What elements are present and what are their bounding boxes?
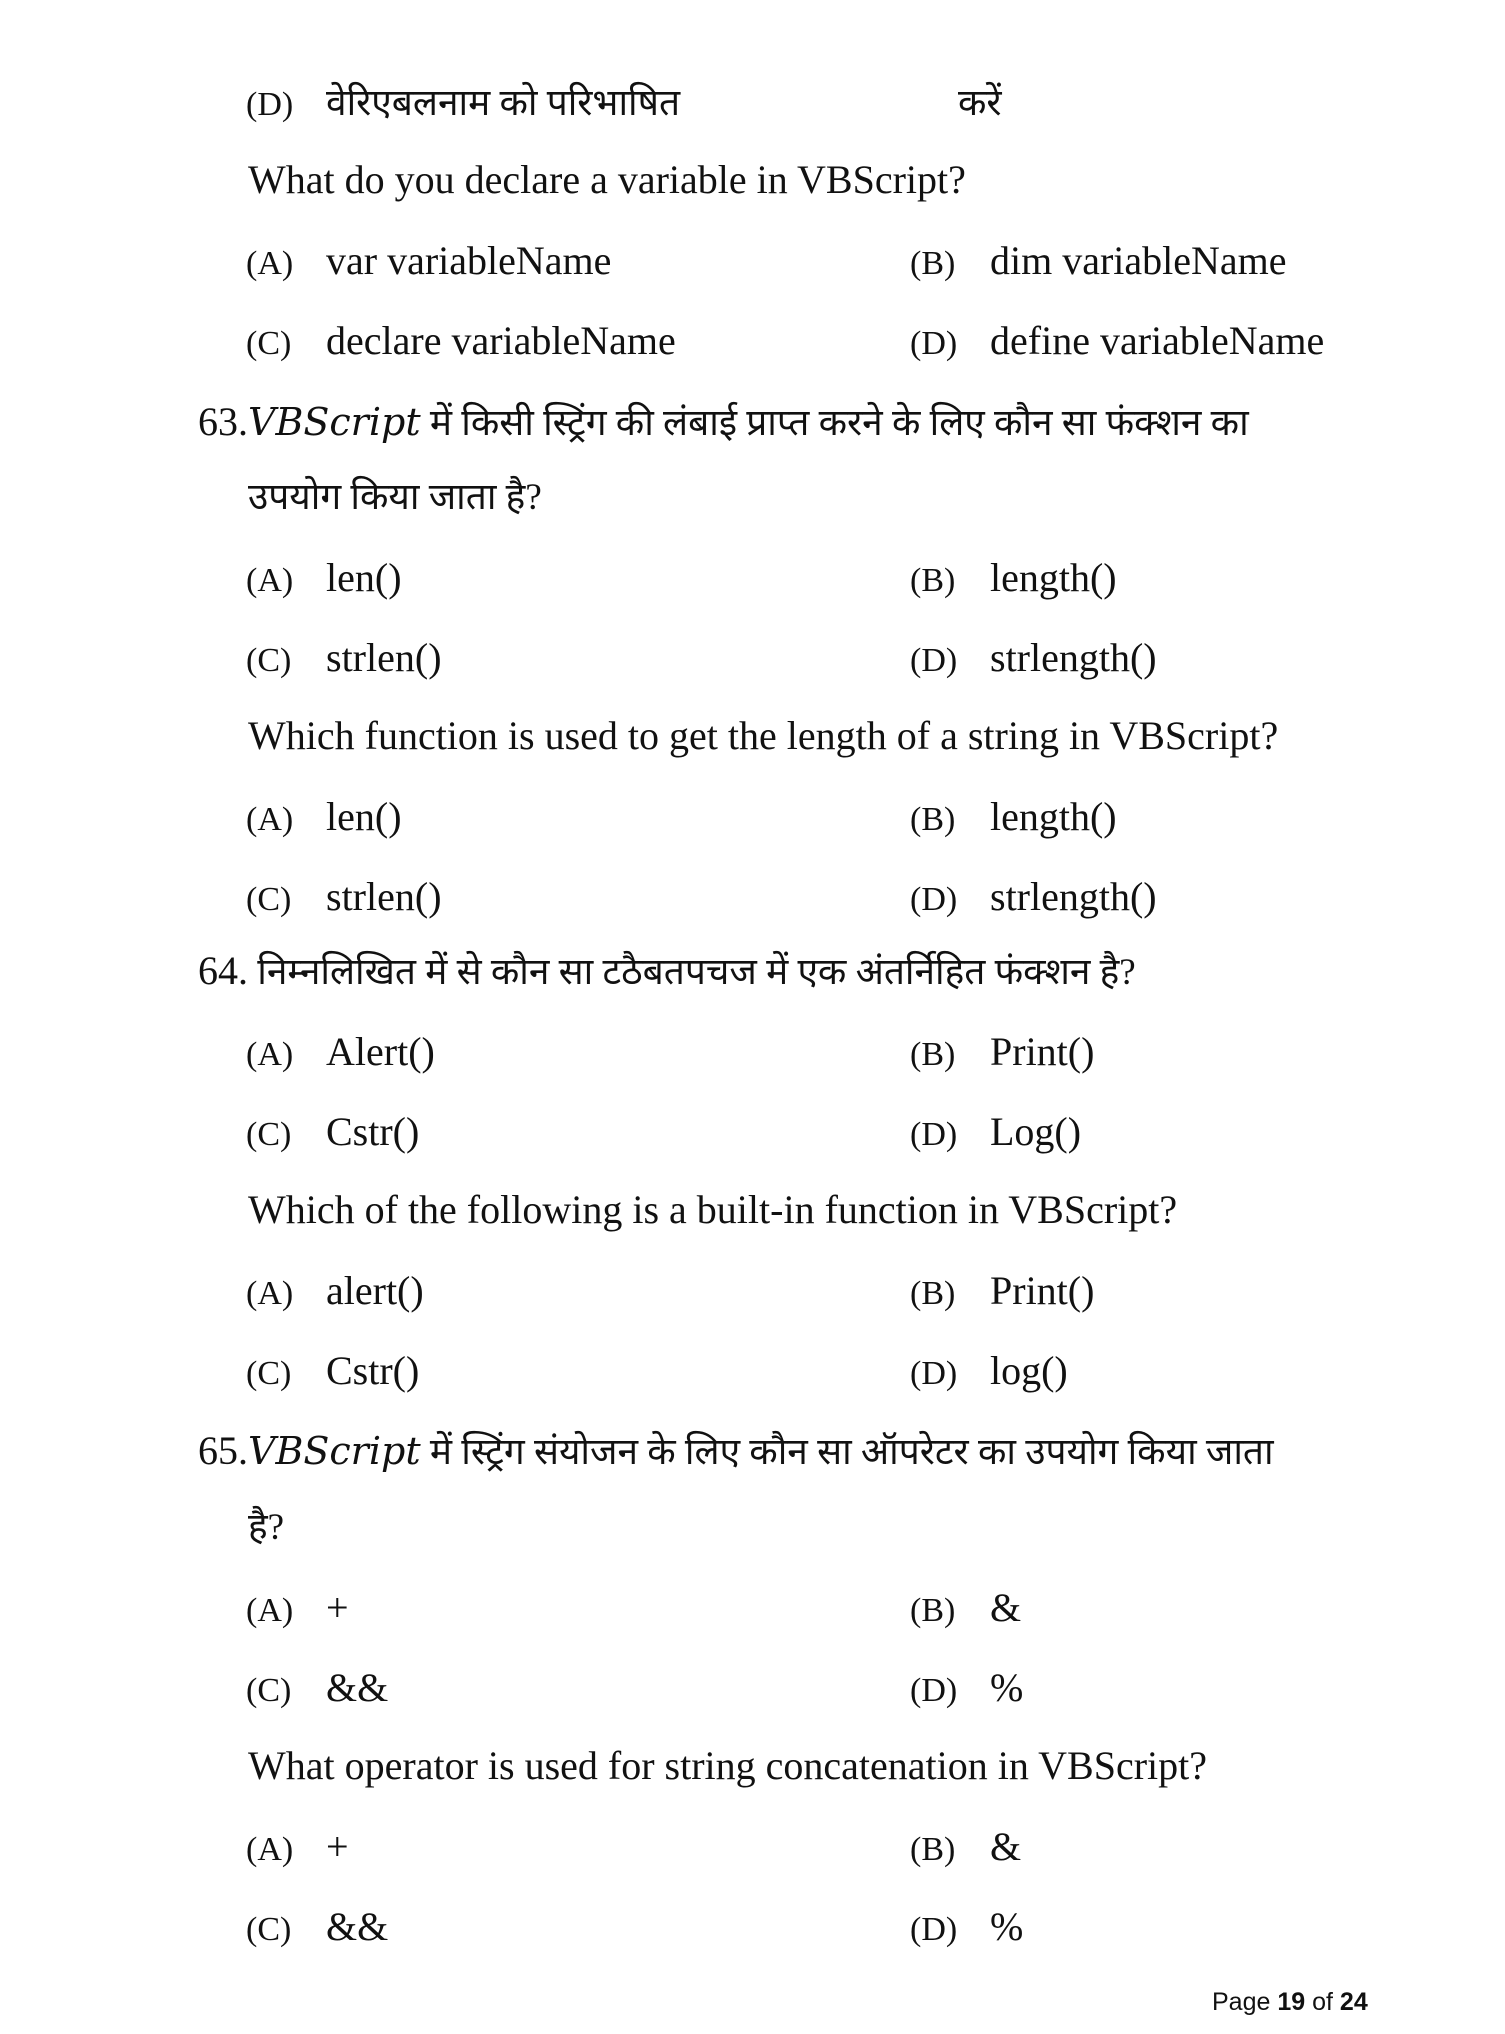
question-65-en: What operator is used for string concatenation in VBScript? <box>248 1743 1208 1788</box>
option-label: (C) <box>246 642 292 679</box>
q62-en-option-c <box>246 313 676 372</box>
question-term: VBScript <box>248 400 421 444</box>
option-text: declare variableName <box>326 318 676 363</box>
q63-en-option-a <box>246 789 402 848</box>
q63-hi-option-a <box>246 550 402 609</box>
question-term: VBScript <box>248 1429 421 1473</box>
option-label: (C) <box>246 1911 292 1948</box>
question-62-en: What do you declare a variable in VBScript? <box>248 157 966 202</box>
option-label: (C) <box>246 1116 292 1153</box>
question-number: 65. <box>198 1428 248 1473</box>
page-footer <box>1212 1982 1368 2022</box>
q64-hi-option-a <box>246 1024 435 1083</box>
option-label: (D) <box>910 325 958 362</box>
option-text: & <box>990 1585 1022 1630</box>
option-text: Print() <box>990 1029 1095 1074</box>
option-text: len() <box>326 794 402 839</box>
option-text: % <box>990 1665 1024 1710</box>
q65-en-option-c <box>246 1899 388 1958</box>
option-label: (D) <box>910 881 958 918</box>
option-text: Log() <box>990 1109 1082 1154</box>
question-64-en: Which of the following is a built-in function in VBScript? <box>248 1187 1178 1232</box>
q63-hi-option-b <box>910 550 1117 609</box>
q63-hi-option-c <box>246 630 442 689</box>
q62-en-option-b <box>910 233 1287 292</box>
q64-hi-option-c <box>246 1104 419 1163</box>
option-text: log() <box>990 1348 1068 1393</box>
page-word: Page <box>1212 1988 1271 2016</box>
option-text: strlen() <box>326 874 442 919</box>
option-text: Cstr() <box>326 1348 420 1393</box>
option-text: var variableName <box>326 238 612 283</box>
option-label: (A) <box>246 1036 294 1073</box>
question-63-hi <box>198 394 1249 452</box>
q64-en-option-c <box>246 1343 419 1402</box>
option-text: && <box>326 1904 389 1949</box>
option-text: Print() <box>990 1268 1095 1313</box>
option-label: (B) <box>910 1036 956 1073</box>
option-label: (B) <box>910 1831 956 1868</box>
q65-en-option-d <box>910 1899 1023 1958</box>
option-label: (C) <box>246 1355 292 1392</box>
question-text: में किसी स्ट्रिंग की लंबाई प्राप्त करने के लिए कौन सा फंक्शन का <box>420 403 1249 444</box>
question-65-hi <box>198 1423 1274 1481</box>
option-label: (B) <box>910 245 956 282</box>
option-text: strlength() <box>990 874 1157 919</box>
option-label: (B) <box>910 1592 956 1629</box>
option-label: (A) <box>246 562 294 599</box>
option-text: + <box>326 1585 349 1630</box>
question-63-en: Which function is used to get the length of a string in VBScript? <box>248 713 1279 758</box>
option-label: (D) <box>910 1116 958 1153</box>
question-65-hi-line2: है? <box>248 1507 285 1548</box>
option-label: (D) <box>910 642 958 679</box>
option-label: (C) <box>246 325 292 362</box>
option-text: वेरिएबलनाम को परिभाषित <box>326 83 681 124</box>
q63-en-option-b <box>910 789 1117 848</box>
option-text: Cstr() <box>326 1109 420 1154</box>
option-label: (B) <box>910 562 956 599</box>
option-label: (C) <box>246 881 292 918</box>
option-label: (B) <box>910 801 956 838</box>
q65-en-option-b <box>910 1819 1021 1878</box>
question-64-hi <box>198 943 1136 1001</box>
question-text: में स्ट्रिंग संयोजन के लिए कौन सा ऑपरेटर का उपयोग किया जाता <box>420 1432 1274 1473</box>
question-number: 63. <box>198 399 248 444</box>
option-text: length() <box>990 794 1117 839</box>
option-text: & <box>990 1824 1022 1869</box>
option-text: strlength() <box>990 635 1157 680</box>
q65-hi-option-d <box>910 1660 1023 1719</box>
option-label: (D) <box>910 1355 958 1392</box>
option-label: (A) <box>246 801 294 838</box>
option-label: (A) <box>246 1831 294 1868</box>
option-label: (A) <box>246 1592 294 1629</box>
q64-en-option-a <box>246 1263 424 1322</box>
option-label: (B) <box>910 1275 956 1312</box>
q64-hi-option-b <box>910 1024 1094 1083</box>
page-total: 24 <box>1339 1988 1368 2016</box>
option-label: (A) <box>246 1275 294 1312</box>
option-label: (A) <box>246 245 294 282</box>
question-text: निम्नलिखित में से कौन सा टठैबतपचज में एक अंतर्निहित फंक्शन है? <box>248 952 1136 993</box>
option-label: (D) <box>910 1672 958 1709</box>
option-text: length() <box>990 555 1117 600</box>
page-current: 19 <box>1277 1988 1306 2016</box>
q63-en-option-c <box>246 869 442 928</box>
q64-en-option-d <box>910 1343 1068 1402</box>
q63-hi-option-d <box>910 630 1157 689</box>
option-d-top <box>246 74 680 133</box>
q65-hi-option-a <box>246 1580 349 1639</box>
option-text: Alert() <box>326 1029 435 1074</box>
option-label: (D) <box>246 86 294 123</box>
q65-en-option-a <box>246 1819 349 1878</box>
q65-hi-option-b <box>910 1580 1021 1639</box>
question-number: 64. <box>198 948 248 993</box>
option-text: && <box>326 1665 389 1710</box>
option-text: dim variableName <box>990 238 1287 283</box>
option-d-trailing: करें <box>958 83 1002 124</box>
q65-hi-option-c <box>246 1660 388 1719</box>
q64-hi-option-d <box>910 1104 1081 1163</box>
option-label: (C) <box>246 1672 292 1709</box>
option-text: len() <box>326 555 402 600</box>
option-text: % <box>990 1904 1024 1949</box>
q64-en-option-b <box>910 1263 1094 1322</box>
option-text: define variableName <box>990 318 1325 363</box>
option-text: strlen() <box>326 635 442 680</box>
option-text: + <box>326 1824 349 1869</box>
question-63-hi-line2: उपयोग किया जाता है? <box>248 477 542 518</box>
of-word: of <box>1312 1988 1333 2016</box>
q63-en-option-d <box>910 869 1157 928</box>
q62-en-option-d <box>910 313 1324 372</box>
option-text: alert() <box>326 1268 424 1313</box>
option-label: (D) <box>910 1911 958 1948</box>
q62-en-option-a <box>246 233 611 292</box>
